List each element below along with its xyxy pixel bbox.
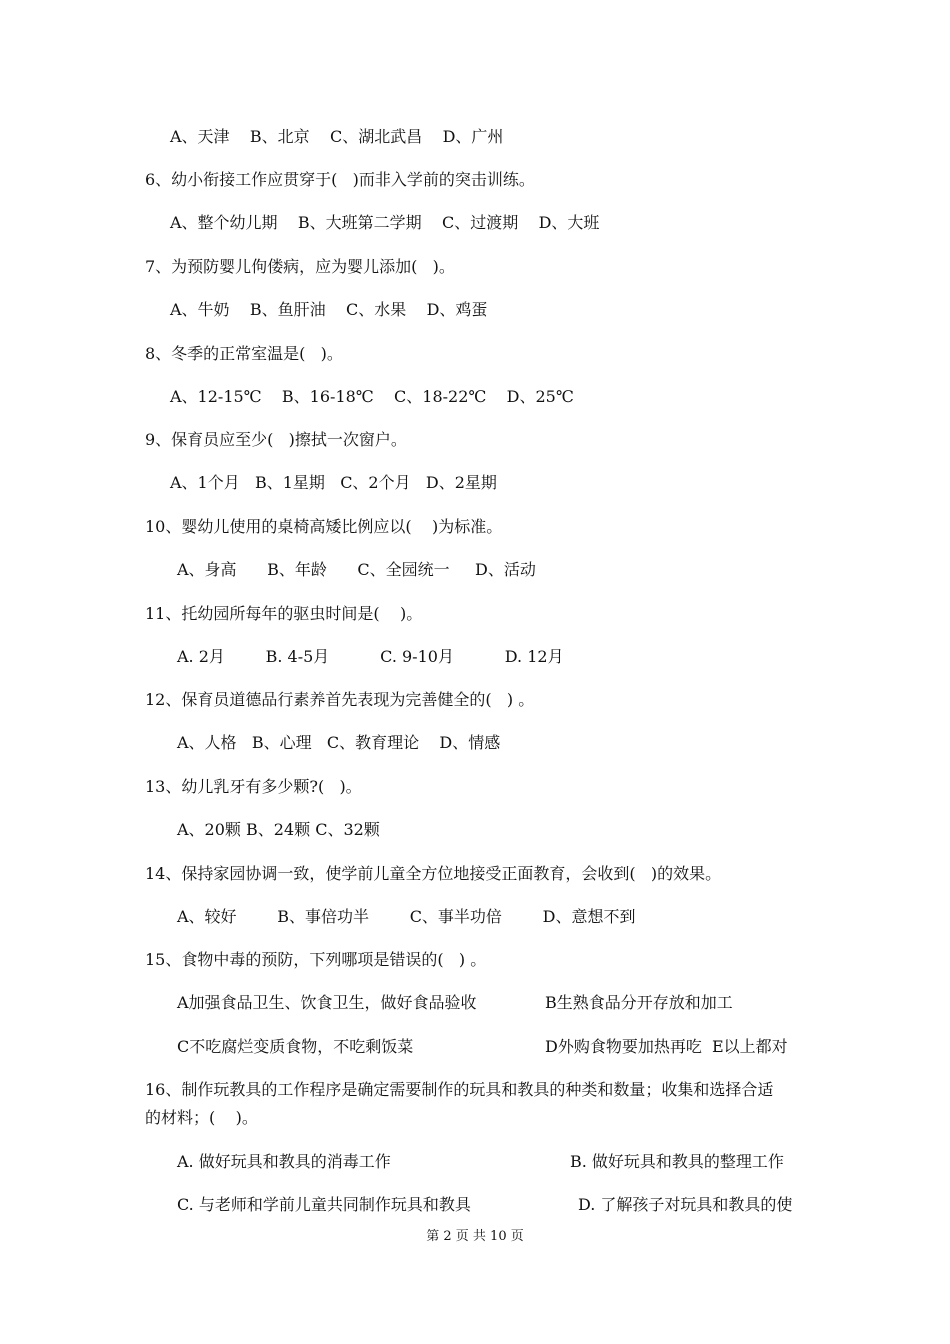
- q14-stem: 14、保持家园协调一致，使学前儿童全方位地接受正面教育，会收到( )的效果。: [145, 864, 722, 883]
- q6-stem: 6、幼小衔接工作应贯穿于( )而非入学前的突击训练。: [145, 170, 535, 189]
- q7-options: A、牛奶 B、鱼肝油 C、水果 D、鸡蛋: [170, 300, 488, 319]
- q9-options: A、1个月 B、1星期 C、2个月 D、2星期: [170, 473, 497, 492]
- q15-option-d: D外购食物要加热再吃 E以上都对: [545, 1037, 788, 1056]
- q6-options: A、整个幼儿期 B、大班第二学期 C、过渡期 D、大班: [170, 213, 600, 232]
- q15-option-b: B生熟食品分开存放和加工: [545, 993, 733, 1012]
- q16-option-c: C. 与老师和学前儿童共同制作玩具和教具: [177, 1195, 471, 1214]
- q13-options: A、20颗 B、24颗 C、32颗: [177, 820, 380, 839]
- q8-stem: 8、冬季的正常室温是( )。: [145, 344, 343, 363]
- q11-options: A. 2月 B. 4-5月 C. 9-10月 D. 12月: [177, 647, 564, 666]
- q10-options: A、身高 B、年龄 C、全园统一 D、活动: [177, 560, 536, 579]
- q13-stem: 13、幼儿乳牙有多少颗?( )。: [145, 777, 362, 796]
- q16-stem-line1: 16、制作玩教具的工作程序是确定需要制作的玩具和教具的种类和数量；收集和选择合适: [145, 1080, 774, 1099]
- q14-options: A、较好 B、事倍功半 C、事半功倍 D、意想不到: [177, 907, 636, 926]
- q15-option-c: C不吃腐烂变质食物，不吃剩饭菜: [177, 1037, 414, 1056]
- q8-options: A、12-15℃ B、16-18℃ C、18-22℃ D、25℃: [170, 387, 574, 406]
- q12-options: A、人格 B、心理 C、教育理论 D、情感: [177, 733, 501, 752]
- q16-option-a: A. 做好玩具和教具的消毒工作: [177, 1152, 391, 1171]
- page-footer: 第 2 页 共 10 页: [426, 1229, 524, 1244]
- q15-stem: 15、食物中毒的预防，下列哪项是错误的( ) 。: [145, 950, 487, 969]
- q16-stem-line2: 的材料；( )。: [145, 1108, 258, 1127]
- q12-stem: 12、保育员道德品行素养首先表现为完善健全的( ) 。: [145, 690, 535, 709]
- q15-option-a: A加强食品卫生、饮食卫生，做好食品验收: [177, 993, 477, 1012]
- q11-stem: 11、托幼园所每年的驱虫时间是( )。: [145, 604, 423, 623]
- q5-options: A、天津 B、北京 C、湖北武昌 D、广州: [170, 127, 504, 146]
- q7-stem: 7、为预防婴儿佝偻病，应为婴儿添加( )。: [145, 257, 455, 276]
- q10-stem: 10、婴幼儿使用的桌椅高矮比例应以( )为标准。: [145, 517, 503, 536]
- q9-stem: 9、保育员应至少( )擦拭一次窗户。: [145, 430, 407, 449]
- q16-option-b: B. 做好玩具和教具的整理工作: [570, 1152, 784, 1171]
- q16-option-d: D. 了解孩子对玩具和教具的使: [578, 1195, 793, 1214]
